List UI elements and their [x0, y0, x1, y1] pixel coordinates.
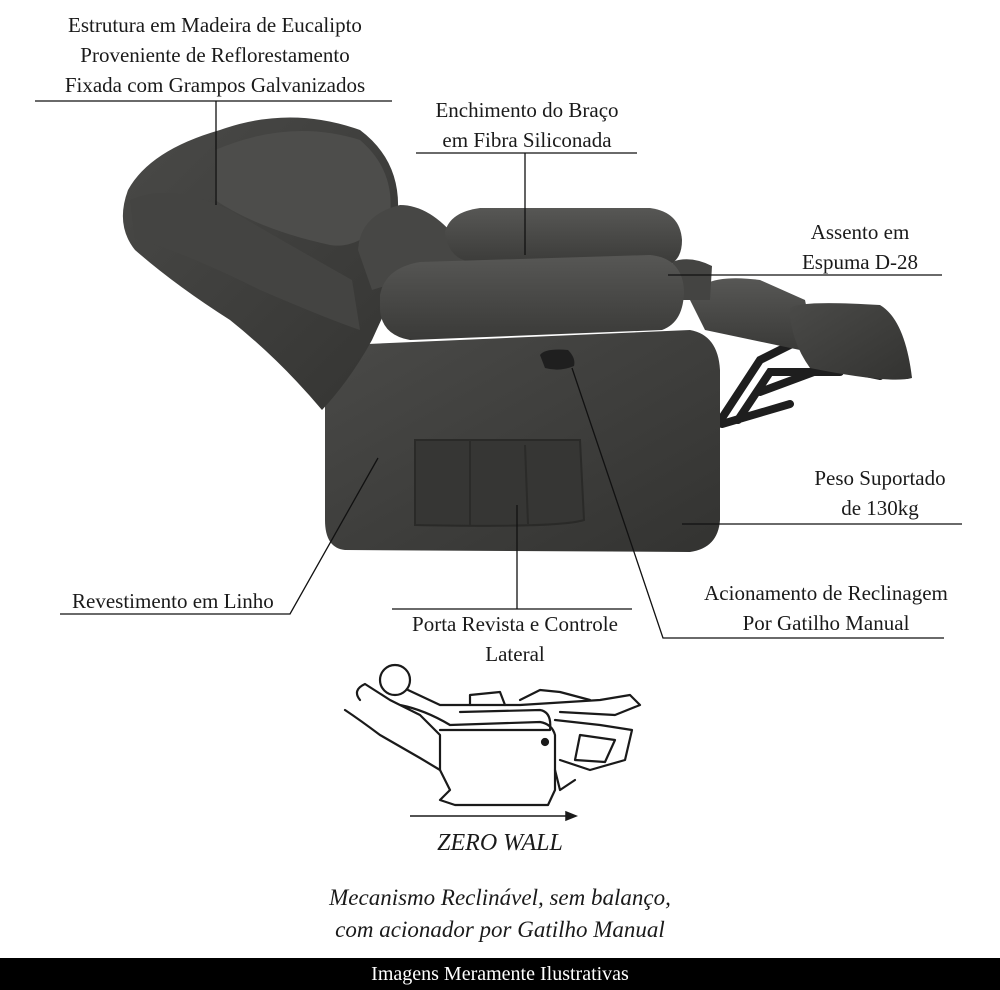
caption: [250, 882, 750, 946]
label-upholstery: Revestimento em Linho: [72, 589, 274, 613]
zero-wall-icon: [345, 665, 640, 805]
label-frame: [30, 10, 400, 100]
label-arm-line-1: Enchimento do Braço: [435, 98, 619, 122]
label-frame-line-2: Proveniente de Reflorestamento: [80, 43, 350, 67]
zero-wall-title: ZERO WALL: [437, 830, 563, 856]
label-arm-line-2: em Fibra Siliconada: [442, 128, 612, 152]
label-frame-line-3: Fixada com Grampos Galvanizados: [64, 73, 366, 97]
label-seat-line-1: Assento em: [810, 220, 910, 244]
label-seat: [790, 217, 930, 277]
caption-line-1: Mecanismo Reclinável, sem balanço,: [329, 885, 671, 910]
label-weight: [790, 463, 970, 523]
label-weight-line-1: Peso Suportado: [814, 466, 946, 490]
label-pocket: [390, 609, 640, 669]
label-recline-line-2: Por Gatilho Manual: [742, 611, 910, 635]
caption-line-2: com acionador por Gatilho Manual: [335, 917, 665, 942]
label-recline-line-1: Acionamento de Reclinagem: [704, 581, 948, 605]
label-arm: [416, 95, 638, 155]
recliner-base: [325, 330, 720, 552]
label-pocket-line-2: Lateral: [485, 642, 545, 666]
label-pocket-line-1: Porta Revista e Controle: [412, 612, 618, 636]
label-recline: [672, 578, 980, 638]
label-weight-line-2: de 130kg: [841, 496, 919, 520]
label-frame-line-1: Estrutura em Madeira de Eucalipto: [68, 13, 362, 37]
label-seat-line-2: Espuma D-28: [801, 250, 919, 274]
zero-wall-arrow: [410, 812, 576, 820]
footer-banner: Imagens Meramente Ilustrativas: [0, 958, 1000, 990]
